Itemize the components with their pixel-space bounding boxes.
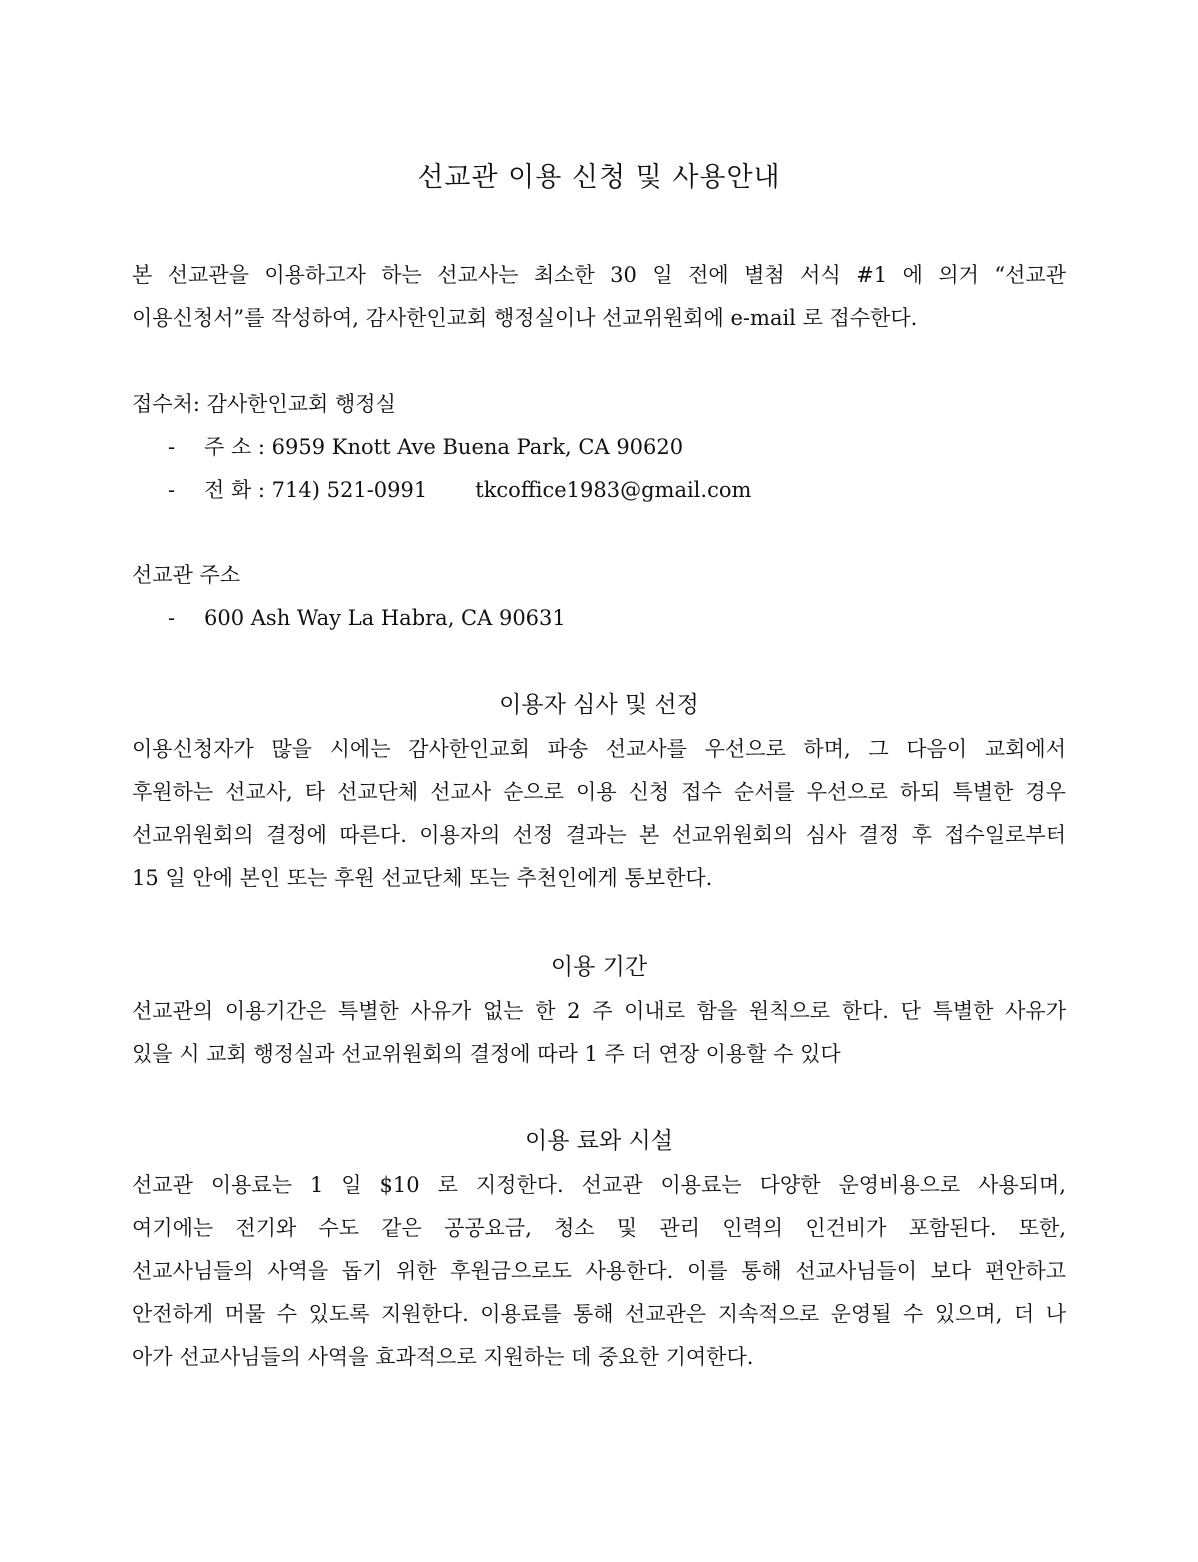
paragraph-line: 안전하게 머물 수 있도록 지원한다. 이용료를 통해 선교관은 지속적으로 운영될 수 있으며, 더 나: [132, 1302, 1066, 1326]
paragraph-line: 후원하는 선교사, 타 선교단체 선교사 순으로 이용 신청 접수 순서를 우선으로 하되 특별한 경우: [132, 780, 1066, 804]
section-heading-fees: 이용 료와 시설: [525, 1128, 673, 1154]
section-heading-period: 이용 기간: [550, 954, 648, 980]
paragraph-line: 아가 선교사님들의 사역을 효과적으로 지원하는 데 중요한 기여한다.: [132, 1345, 754, 1369]
selection-paragraph: [132, 728, 1066, 900]
paragraph-line: 선교관의 이용기간은 특별한 사유가 없는 한 2 주 이내로 함을 원칙으로 한다. 단 특별한 사유가: [132, 999, 1066, 1023]
intro-line: 이용신청서”를 작성하여, 감사한인교회 행정실이나 선교위원회에 e-mail 로 접수한다.: [132, 306, 918, 330]
reception-label: 접수처: 감사한인교회 행정실: [132, 392, 396, 416]
reception-phone: 전 화 : 714) 521-0991: [204, 478, 428, 502]
fees-paragraph: [132, 1164, 1066, 1379]
paragraph-line: 여기에는 전기와 수도 같은 공공요금, 청소 및 관리 인력의 인건비가 포함된다. 또한,: [132, 1216, 1066, 1240]
section-heading-selection: 이용자 심사 및 선정: [499, 692, 699, 718]
paragraph-line: 이용신청자가 많을 시에는 감사한인교회 파송 선교사를 우선으로 하며, 그 다음이 교회에서: [132, 737, 1066, 761]
reception-address-item: [168, 426, 683, 469]
mission-house-label: 선교관 주소: [132, 563, 241, 587]
document-title: 선교관 이용 신청 및 사용안내: [417, 162, 781, 193]
reception-email: tkcoffice1983@gmail.com: [475, 478, 752, 502]
list-dash: -: [168, 478, 176, 502]
paragraph-line: 선교관 이용료는 1 일 $10 로 지정한다. 선교관 이용료는 다양한 운영비용으로 사용되며,: [132, 1173, 1066, 1197]
reception-phone-item: [168, 469, 751, 512]
mission-house-address-item: [168, 597, 566, 640]
paragraph-line: 있을 시 교회 행정실과 선교위원회의 결정에 따라 1 주 더 연장 이용할 수 있다: [132, 1042, 841, 1066]
paragraph-line: 15 일 안에 본인 또는 후원 선교단체 또는 추천인에게 통보한다.: [132, 866, 713, 890]
intro-line: 본 선교관을 이용하고자 하는 선교사는 최소한 30 일 전에 별첨 서식 #1 에 의거 “선교관: [132, 263, 1066, 287]
list-dash: -: [168, 435, 176, 459]
list-dash: -: [168, 606, 176, 630]
intro-paragraph: [132, 254, 1066, 340]
period-paragraph: [132, 990, 1066, 1076]
reception-address: 주 소 : 6959 Knott Ave Buena Park, CA 90620: [204, 435, 684, 459]
paragraph-line: 선교사님들의 사역을 돕기 위한 후원금으로도 사용한다. 이를 통해 선교사님들이 보다 편안하고: [132, 1259, 1066, 1283]
mission-house-address: 600 Ash Way La Habra, CA 90631: [204, 606, 566, 630]
paragraph-line: 선교위원회의 결정에 따른다. 이용자의 선정 결과는 본 선교위원회의 심사 결정 후 접수일로부터: [132, 823, 1066, 847]
